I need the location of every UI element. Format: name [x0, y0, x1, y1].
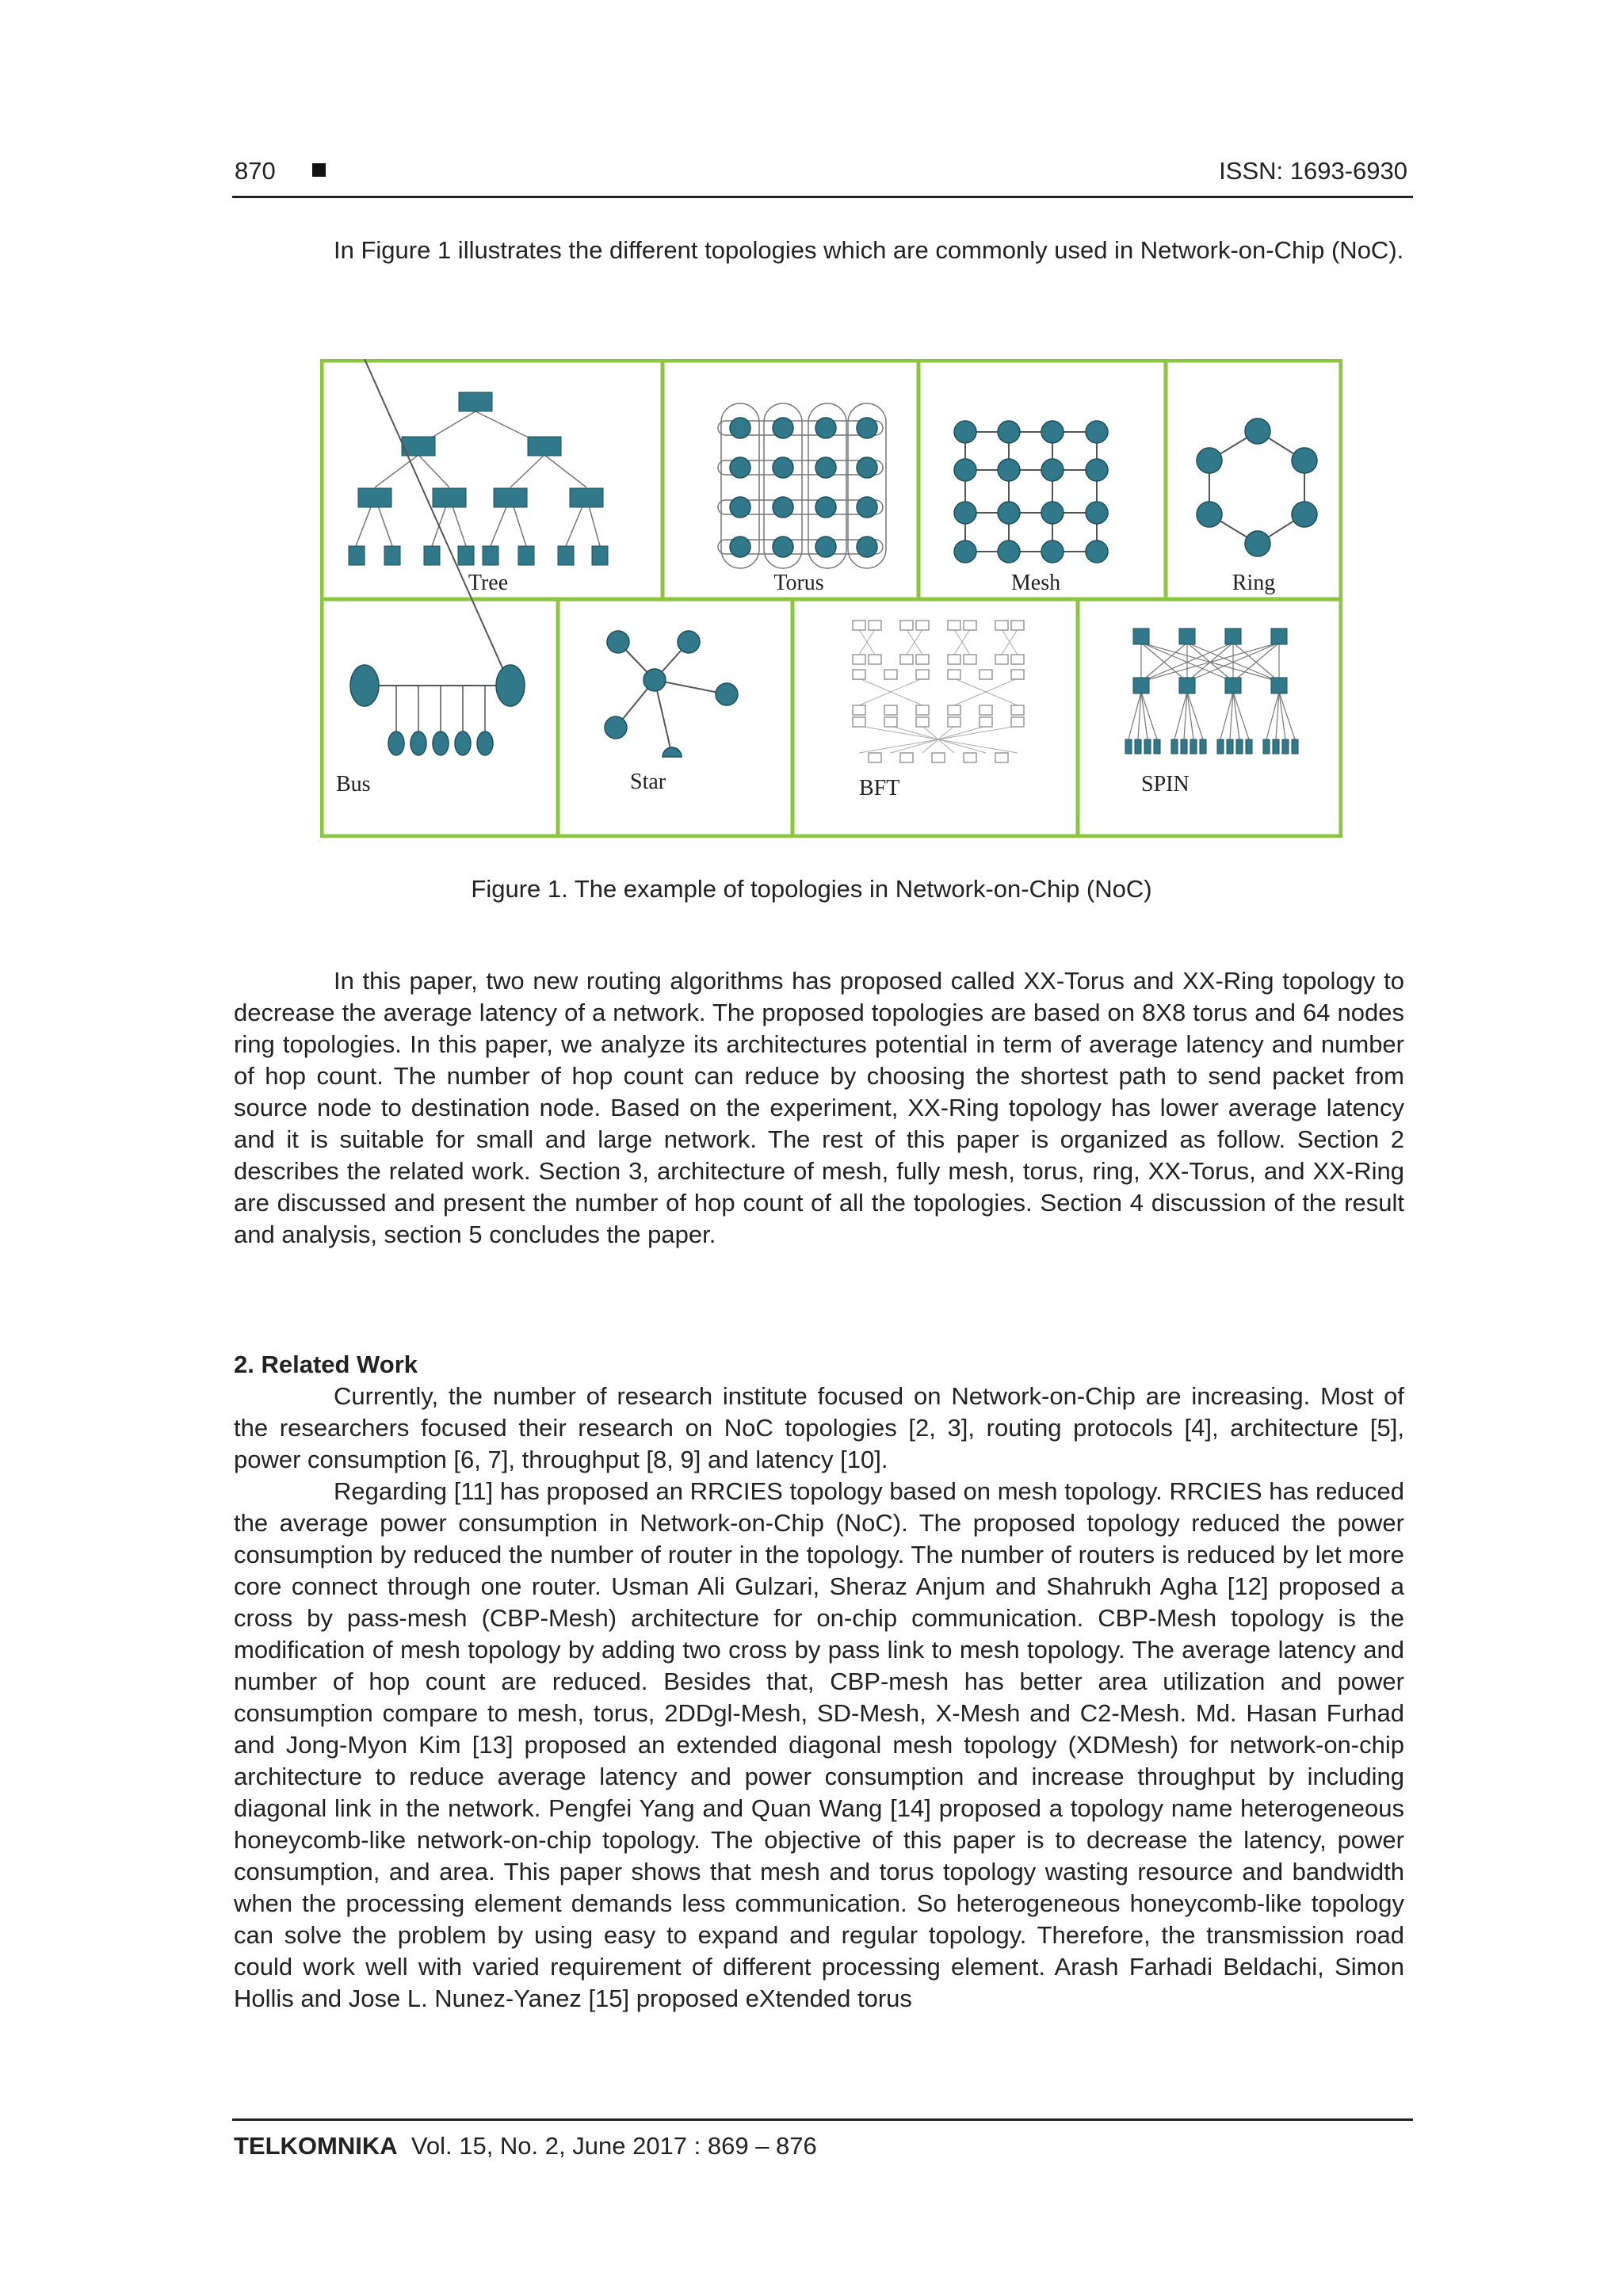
issn-label: ISSN: 1693-6930	[1219, 157, 1407, 185]
figure-1	[320, 359, 1342, 838]
bus-label: Bus	[336, 772, 371, 797]
page-number: 870	[235, 157, 276, 185]
header-rule	[232, 196, 1413, 198]
related-work-paragraph-1: Currently, the number of research institute focused on Network-on-Chip are increasing. Most of the researchers focused their research on NoC topologies [2, 3], routing protocols [4], architecture [5], power consumption [6, 7], throughput [8, 9] and latency [10].	[234, 1382, 1404, 1473]
tree-label: Tree	[468, 571, 509, 595]
mesh-label: Mesh	[1010, 571, 1061, 595]
section-heading: 2. Related Work	[234, 1350, 418, 1378]
square-bullet-icon	[312, 163, 326, 177]
ring-label: Ring	[1232, 571, 1276, 595]
spin-label: SPIN	[1141, 772, 1190, 797]
related-work-paragraph-2: Regarding [11] has proposed an RRCIES topology based on mesh topology. RRCIES has reduced the average power consumption in Network-on-Chip (NoC). The proposed topology reduced the power consumption by reduced the number of router in the topology. The number of routers is reduced by let more core connect through one router. Usman Ali Gulzari, Sheraz Anjum and Shahrukh Agha [12] proposed a cross by pass-mesh (CBP-Mesh) architecture for on-chip communication. CBP-Mesh topology is the modification of mesh topology by adding two cross by pass link to mesh topology. The average latency and number of hop count are reduced. Besides that, CBP-mesh has better area utilization and power consumption compare to mesh, torus, 2DDgl-Mesh, SD-Mesh, X-Mesh and C2-Mesh. Md. Hasan Furhad and Jong-Myon Kim [13] proposed an extended diagonal mesh topology (XDMesh) for network-on-chip architecture to reduce average latency and power consumption and increase throughput by including diagonal link in the network. Pengfei Yang and Quan Wang [14] proposed a topology name heterogeneous honeycomb-like network-on-chip topology. The objective of this paper is to decrease the latency, power consumption, and area. This paper shows that mesh and torus topology wasting resource and bandwidth when the processing element demands less communication. So heterogeneous honeycomb-like topology can solve the problem by using easy to expand and regular topology. Therefore, the transmission road could work well with varied requirement of different processing element. Arash Farhadi Beldachi, Simon Hollis and Jose L. Nunez-Yanez [15] proposed eXtended torus	[234, 1477, 1404, 2012]
figure-caption: Figure 1. The example of topologies in Network-on-Chip (NoC)	[471, 875, 1152, 903]
bft-label: BFT	[859, 776, 900, 800]
intro-paragraph: In Figure 1 illustrates the different topologies which are commonly used in Network-on-Chip (NoC).	[334, 236, 1404, 264]
page-header	[235, 155, 1407, 197]
journal-name: TELKOMNIKA	[234, 2132, 398, 2160]
star-label: Star	[630, 770, 666, 794]
footer-rule	[232, 2118, 1413, 2121]
torus-label: Torus	[773, 571, 824, 595]
journal-citation: Vol. 15, No. 2, June 2017 : 869 – 876	[411, 2132, 817, 2160]
body-paragraph-1: In this paper, two new routing algorithms has proposed called XX-Torus and XX-Ring topology to decrease the average latency of a network. The proposed topologies are based on 8X8 torus and 64 nodes ring topologies. In this paper, we analyze its architectures potential in term of average latency and number of hop count. The number of hop count can reduce by choosing the shortest path to send packet from source node to destination node. Based on the experiment, XX-Ring topology has lower average latency and it is suitable for small and large network. The rest of this paper is organized as follow. Section 2 describes the related work. Section 3, architecture of mesh, fully mesh, torus, ring, XX-Torus, and XX-Ring are discussed and present the number of hop count of all the topologies. Section 4 discussion of the result and analysis, section 5 concludes the paper.	[234, 967, 1404, 1248]
page-footer	[234, 2130, 817, 2162]
topology-figure	[320, 359, 1342, 838]
